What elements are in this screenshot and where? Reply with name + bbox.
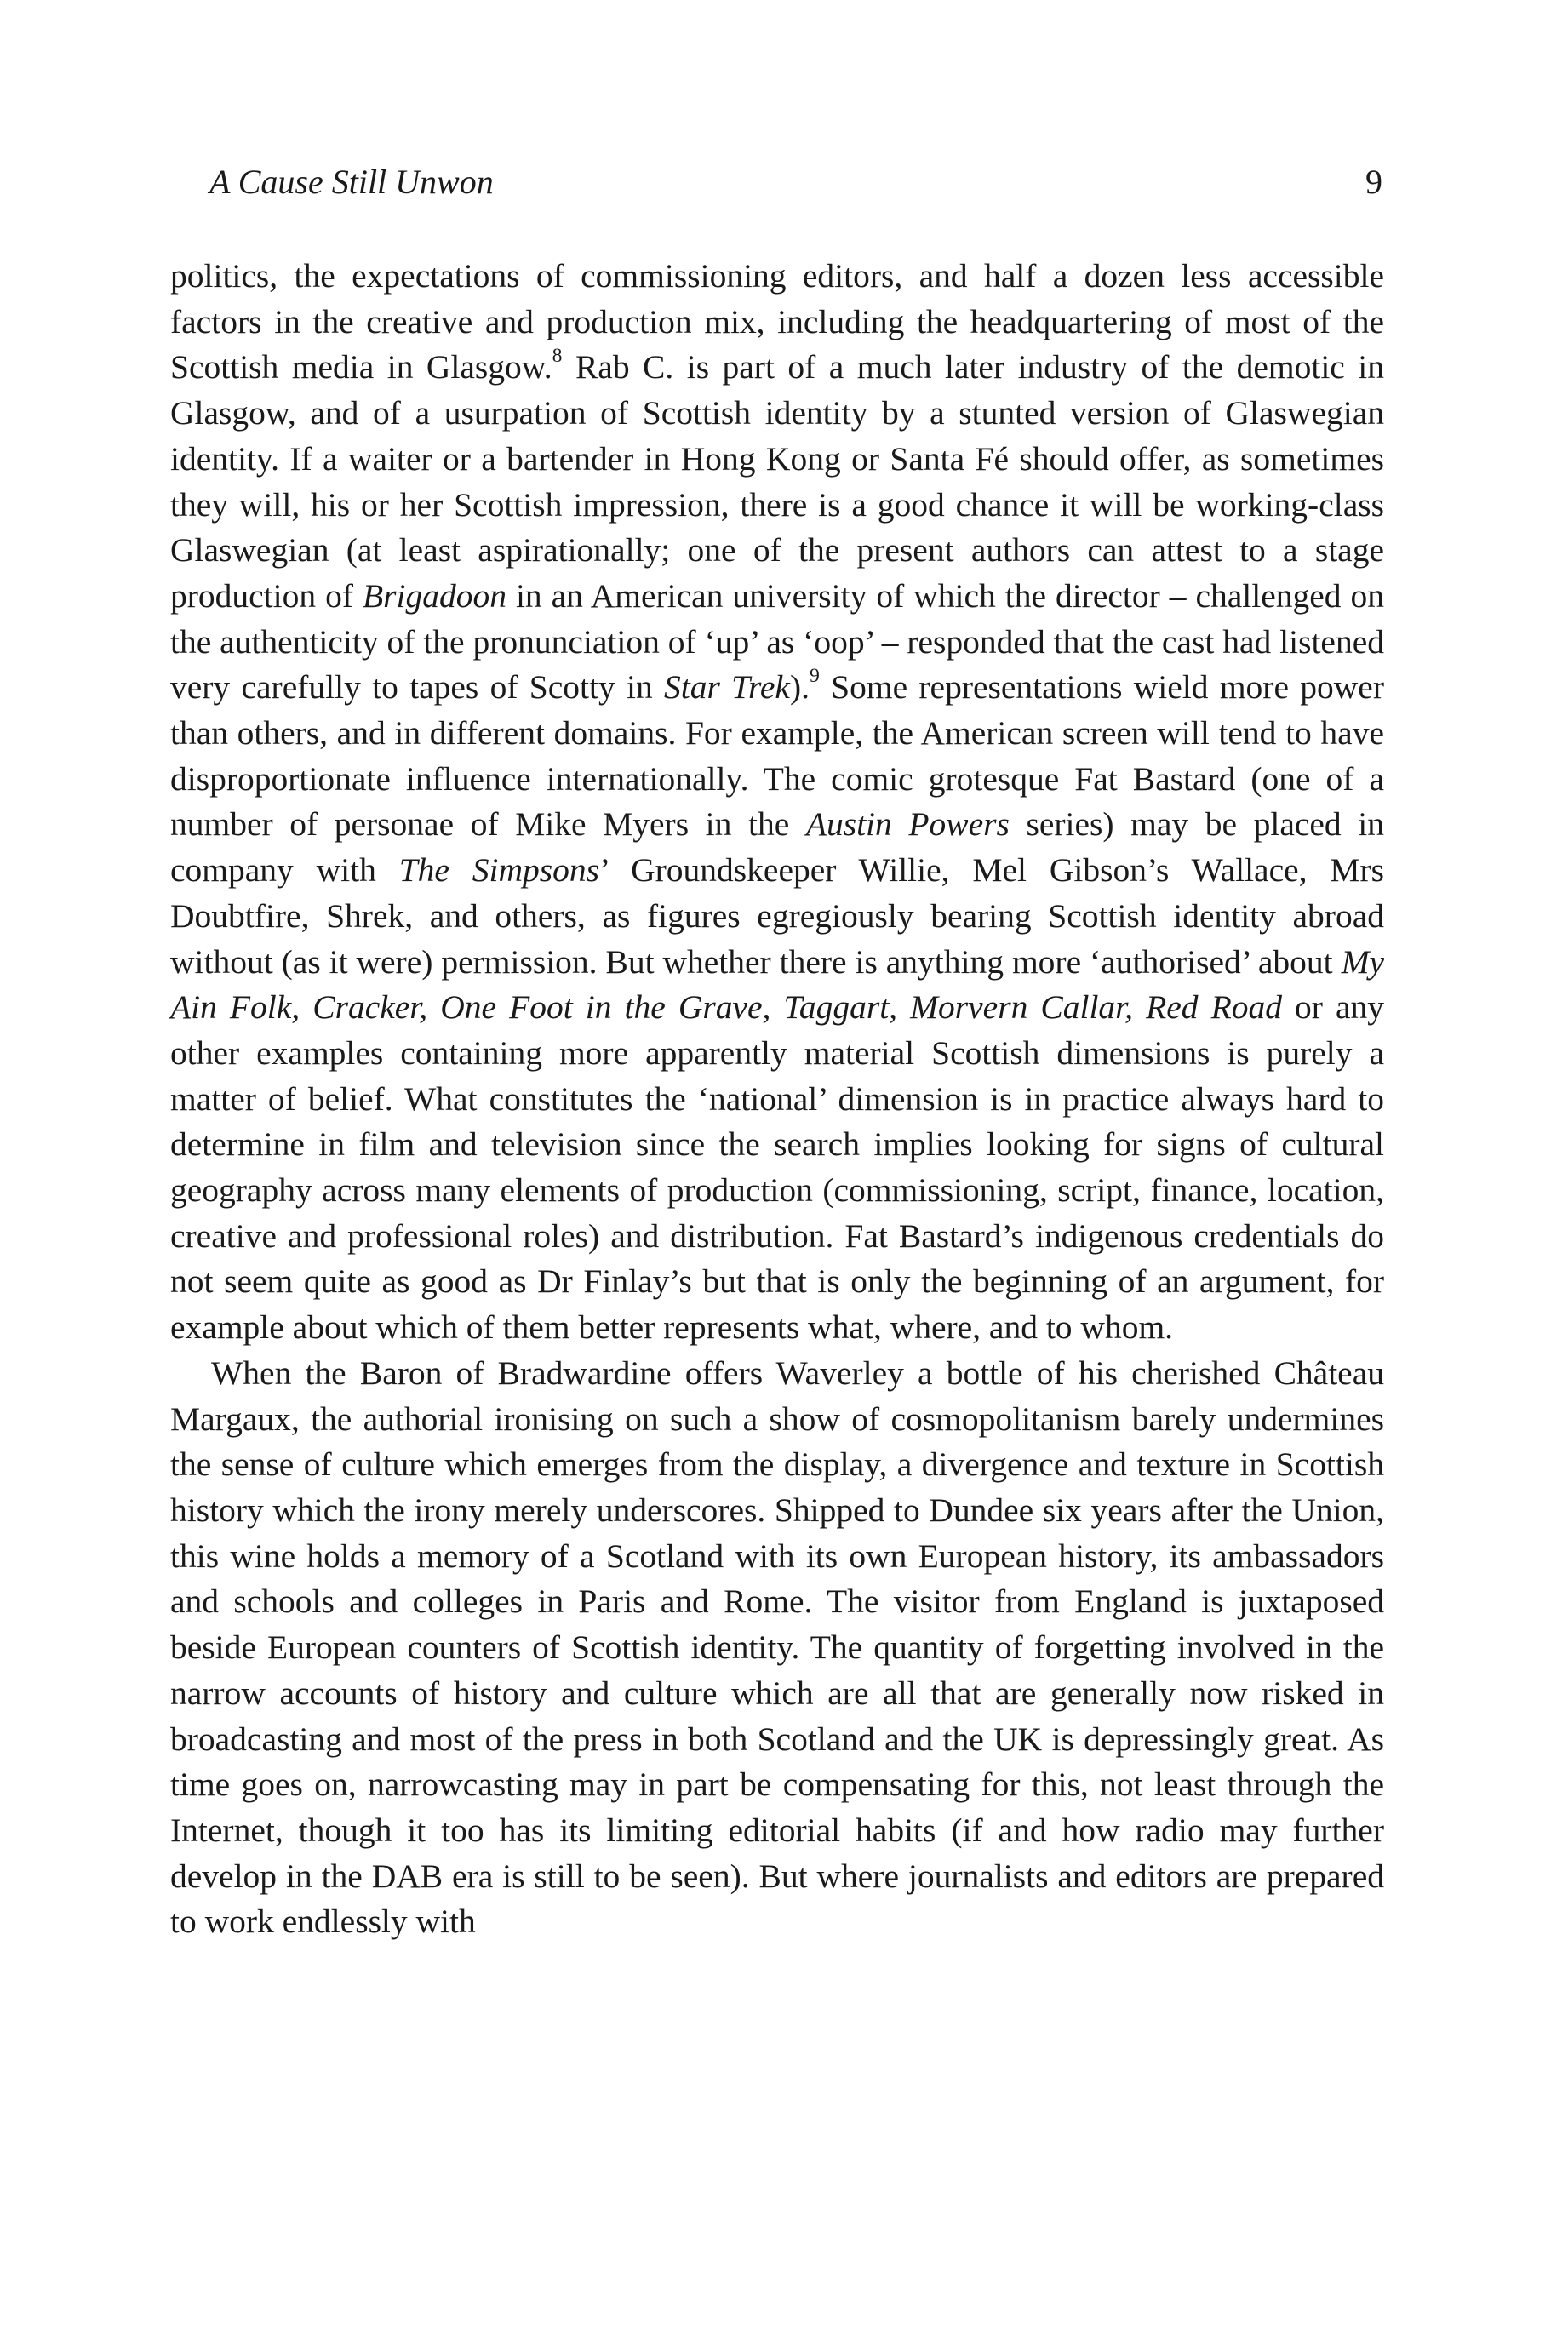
- book-page: [170, 162, 1384, 1945]
- text-run: or any other examples containing more apparently material Scottish dimensions is purely a matter of belief. What constitutes the ‘national’ dimension is in practice always hard to determine in film and television since the search implies looking for signs of cultural geography across many elements of production (commissioning, script, finance, location, creative and professional roles) and distribution. Fat Bastard’s indigenous credentials do not seem quite as good as Dr Finlay’s but that is only the beginning of an argument, for example about which of them better represents what, where, and to whom.: [170, 988, 1385, 1347]
- italic-title: The Simpsons: [398, 851, 600, 890]
- text-run: politics, the expectations of commissioning editors, and half a dozen less accessible factors in the creative and production mix, including the headquartering of most of the Scottish media in Glasgow.: [170, 257, 1384, 386]
- text-run: series) may be placed in company with: [170, 805, 1384, 890]
- running-header: [170, 162, 1384, 204]
- running-title: A Cause Still Unwon: [209, 163, 494, 201]
- paragraph-1: [170, 254, 1384, 1351]
- page-number: 9: [1365, 163, 1382, 201]
- text-run: When the Baron of Bradwardine offers Waverley a bottle of his cherished Château Margaux, the authorial ironising on such a show of cosmopolitanism barely undermines the sense of culture which emerges from the display, a divergence and texture in Scottish history which the irony merely underscores. Shipped to Dundee six years after the Union, this wine holds a memory of a Scotland with its own European history, its ambassadors and schools and colleges in Paris and Rome. The visitor from England is juxtaposed beside European counters of Scottish identity. The quantity of forgetting involved in the narrow accounts of history and culture which are all that are generally now risked in broadcasting and most of the press in both Scotland and the UK is depressingly great. As time goes on, narrowcasting may in part be compensating for this, not least through the Internet, though it too has its limiting editorial habits (if and how radio may further develop in the DAB era is still to be seen). But where journalists and editors are prepared to work endlessly with: [170, 1353, 1384, 1941]
- text-run: Rab C. is part of a much later industry of the demotic in Glasgow, and of a usurpation of Scottish identity by a stunted version of Glaswegian identity. If a waiter or a bartender in Hong Kong or Santa Fé should offer, as sometimes they will, his or her Scottish impression, there is a good chance it will be working-class Glaswegian (at least aspirationally; one of the present authors can attest to a stage production of: [170, 348, 1385, 615]
- paragraph-2: [170, 1351, 1384, 1945]
- footnote-ref: 9: [809, 665, 820, 688]
- italic-title: Brigadoon: [362, 576, 506, 615]
- text-run: ).: [789, 668, 810, 707]
- italic-title: My Ain Folk, Cracker, One Foot in the Grave, Taggart, Morvern Callar, Red Road: [170, 942, 1384, 1027]
- text-run: ’ Groundskeeper Willie, Mel Gibson’s Wallace, Mrs Doubtfire, Shrek, and others, as figures egregiously bearing Scottish identity abroad without (as it were) permission. But whether there is anything more ‘authorised’ about: [170, 851, 1385, 981]
- italic-title: Austin Powers: [805, 805, 1010, 844]
- italic-title: Star Trek: [664, 668, 790, 707]
- text-run: in an American university of which the director – challenged on the authenticity of the pronunciation of ‘up’ as ‘oop’ – responded that the cast had listened very carefully to tapes of Scotty in: [170, 576, 1384, 707]
- text-run: Some representations wield more power than others, and in different domains. For example, the American screen will tend to have disproportionate influence internationally. The comic grotesque Fat Bastard (one of a number of personae of Mike Myers in the: [170, 668, 1384, 844]
- body-text: [170, 254, 1384, 1945]
- footnote-ref: 8: [552, 345, 563, 368]
